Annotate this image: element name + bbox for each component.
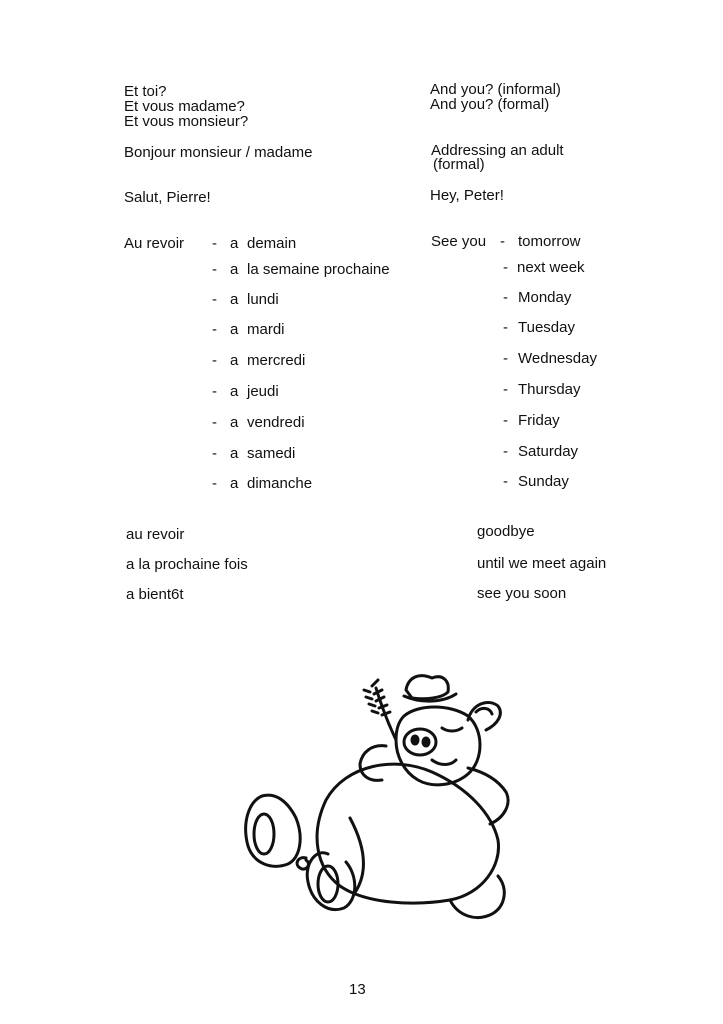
list-item-en-dash: - <box>500 233 505 250</box>
phrase-fr-et-vous-monsieur: Et vous monsieur? <box>124 113 249 130</box>
sleeping-pig-illustration <box>236 668 536 933</box>
list-item-dash: - <box>212 261 217 278</box>
phrase-en-and-you-informal: And you? (informal) <box>430 81 561 98</box>
list-item-dash: - <box>212 291 217 308</box>
phrase-fr-a-bientot: a bient6t <box>126 586 184 603</box>
phrase-en-addressing-adult: Addressing an adult <box>431 142 564 159</box>
phrase-fr-au-revoir: au revoir <box>126 526 185 543</box>
wheat-stalk-icon <box>364 680 396 740</box>
list-item-en-dash: - <box>503 259 508 276</box>
list-item-prep: a <box>230 291 239 308</box>
list-item-en-dash: - <box>503 289 508 306</box>
list-item-en-dash: - <box>503 443 508 460</box>
phrase-fr-et-toi: Et toi? <box>124 83 167 100</box>
list-item-fr: mardi <box>247 321 285 338</box>
phrase-fr-a-la-prochaine-fois: a la prochaine fois <box>126 556 248 573</box>
list-item-en: Saturday <box>518 443 579 460</box>
list-item-dash: - <box>212 235 217 252</box>
list-item-en: Monday <box>518 289 572 306</box>
list-item-prep: a <box>230 475 239 492</box>
list-item-dash: - <box>212 414 217 431</box>
list-item-prep: a <box>230 261 239 278</box>
list-item-dash: - <box>212 445 217 462</box>
phrase-en-goodbye: goodbye <box>477 523 535 540</box>
list-item-fr: samedi <box>247 445 296 462</box>
list-item-prep: a <box>230 235 239 252</box>
phrase-en-see-you-soon: see you soon <box>477 585 567 602</box>
list-item-en: Tuesday <box>518 319 575 336</box>
list-item-en: Friday <box>518 412 560 429</box>
list-item-en-dash: - <box>503 412 508 429</box>
phrase-en-hey-peter: Hey, Peter! <box>430 187 504 204</box>
phrase-fr-bonjour: Bonjour monsieur / madame <box>124 144 313 161</box>
list-item-en-dash: - <box>503 473 508 490</box>
list-item-en-dash: - <box>503 350 508 367</box>
list-item-en-dash: - <box>503 381 508 398</box>
list-item-en: tomorrow <box>518 233 581 250</box>
phrase-fr-et-vous-madame: Et vous madame? <box>124 98 245 115</box>
list-item-dash: - <box>212 475 217 492</box>
list-item-fr: la semaine prochaine <box>247 261 390 278</box>
list-item-dash: - <box>212 383 217 400</box>
pig-snout <box>404 729 436 755</box>
list-item-prep: a <box>230 414 239 431</box>
list-item-prep: a <box>230 352 239 369</box>
list-item-en: Thursday <box>518 381 581 398</box>
phrase-fr-salut: Salut, Pierre! <box>124 189 211 206</box>
phrase-en-until-we-meet-again: until we meet again <box>477 555 607 572</box>
list-item-prep: a <box>230 445 239 462</box>
au-revoir-heading: Au revoir <box>124 235 185 252</box>
list-item-prep: a <box>230 383 239 400</box>
pig-ear-right <box>468 702 500 730</box>
list-item-dash: - <box>212 352 217 369</box>
see-you-heading: See you <box>431 233 487 250</box>
list-item-en: Sunday <box>518 473 569 490</box>
list-item-fr: vendredi <box>247 414 305 431</box>
phrase-en-formal-note: (formal) <box>433 156 485 173</box>
hat-icon <box>404 676 456 701</box>
list-item-en: next week <box>517 259 585 276</box>
list-item-fr: dimanche <box>247 475 313 492</box>
list-item-fr: jeudi <box>247 383 279 400</box>
list-item-en-dash: - <box>503 319 508 336</box>
list-item-prep: a <box>230 321 239 338</box>
page-number: 13 <box>349 981 366 998</box>
list-item-fr: lundi <box>247 291 279 308</box>
list-item-fr: mercredi <box>247 352 306 369</box>
pig-body <box>317 764 498 903</box>
list-item-en: Wednesday <box>518 350 597 367</box>
list-item-dash: - <box>212 321 217 338</box>
phrase-en-and-you-formal: And you? (formal) <box>430 96 550 113</box>
list-item-fr: demain <box>247 235 297 252</box>
